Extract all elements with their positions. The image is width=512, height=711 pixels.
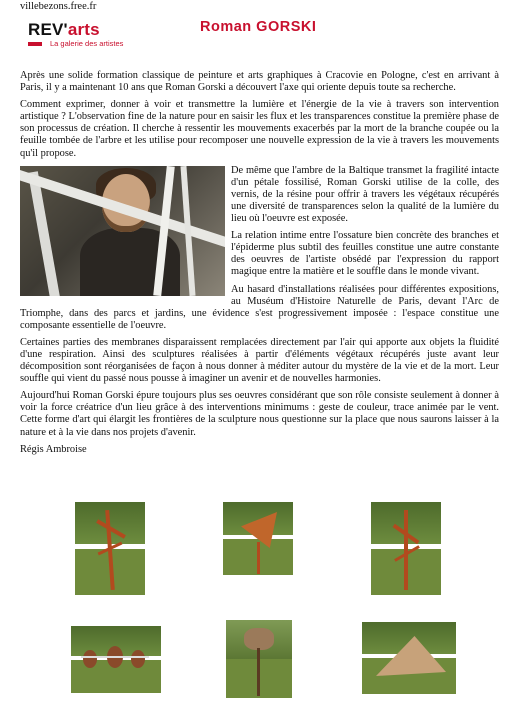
sculpture-photo[interactable] (371, 502, 441, 595)
paragraph: Au hasard d'installations réalisées pour différentes expositions, au Muséum d'Histoire Naturelle de Paris, devant l'Arc de Triomphe, dans des parcs et jardins, une évidence s'est progressivement imposée : l'espace constitue une composante essentielle de l'oeuvre. (20, 283, 499, 331)
logo-subtitle: La galerie des artistes (50, 39, 124, 48)
sculpture-photo[interactable] (223, 502, 293, 575)
sculpture-photo[interactable] (75, 502, 145, 595)
sculpture-photo[interactable] (71, 626, 161, 693)
author-signature: Régis Ambroise (20, 443, 87, 455)
paragraph: Aujourd'hui Roman Gorski épure toujours plus ses oeuvres considérant que son rôle consiste seulement à donner à voir la force créatrice d'un lieu grâce à des interventions minimums : geste de couleur, trace animée par le vent. Cette forme d'art qui élargit les frontières de la sculpture nous questionne sur la place que nous saurons laisser à la nature et à la vie dans nos projets d'avenir. (20, 390, 499, 438)
logo-text: REV'arts (28, 20, 100, 39)
sculpture-photo[interactable] (226, 620, 292, 698)
article-body (20, 70, 499, 461)
paragraph: Comment exprimer, donner à voir et transmettre la lumière et l'énergie de la vie à travers son intervention artistique ? L'observation fine de la nature pour en saisir les flux et les transparences constitue la première phase de son processus de création. Il cherche à ressentir les mouvements exacerbés par la mort de la branche coupée ou la feuille tombée de l'arbre et les utilise pour recomposer une nouvelle expression de la vie à travers les mouvements qu'il propose. (20, 99, 499, 159)
page-title: Roman GORSKI (200, 19, 317, 35)
site-url: villebezons.free.fr (20, 1, 97, 12)
paragraph: Après une solide formation classique de peinture et arts graphiques à Cracovie en Pologne, c'est en arrivant à Paris, il y a maintenant 10 ans que Roman Gorski a découvert l'axe qui oriente depuis toute sa recherche. (20, 70, 499, 94)
paragraph: La relation intime entre l'ossature bien concrète des branches et l'épiderme plus subtil des feuilles constitue une autre constante des oeuvres de l'artiste obsédé par l'expression du rapport magique entre la matière et le souffle dans le monde vivant. (231, 230, 499, 278)
sculpture-photo[interactable] (362, 622, 456, 694)
logo-bar (28, 42, 42, 46)
paragraph: Certaines parties des membranes disparaissent remplacées directement par l'air qui apporte aux objets la fluidité d'une respiration. Ainsi des sculptures réalisées à partir d'éléments végétaux récupérés juste avant leur décomposition sont réorganisées de façon à nous donner à méditer autour du mystère de la vie et de la mort. Leur souffle qui vient du passé nous pousse à imaginer un avenir et de nouvelles harmonies. (20, 336, 499, 385)
artist-photo (20, 166, 225, 296)
site-logo[interactable] (28, 20, 138, 50)
paragraph: De même que l'ambre de la Baltique transmet la fragilité intacte d'un pétale fossilisé, Roman Gorski utilise de la colle, des vernis, de la résine pour offrir à travers les végétaux récupérés une diversité de transparences selon la qualité de la lumière du lieu où l'oeuvre est exposée. (231, 164, 499, 225)
